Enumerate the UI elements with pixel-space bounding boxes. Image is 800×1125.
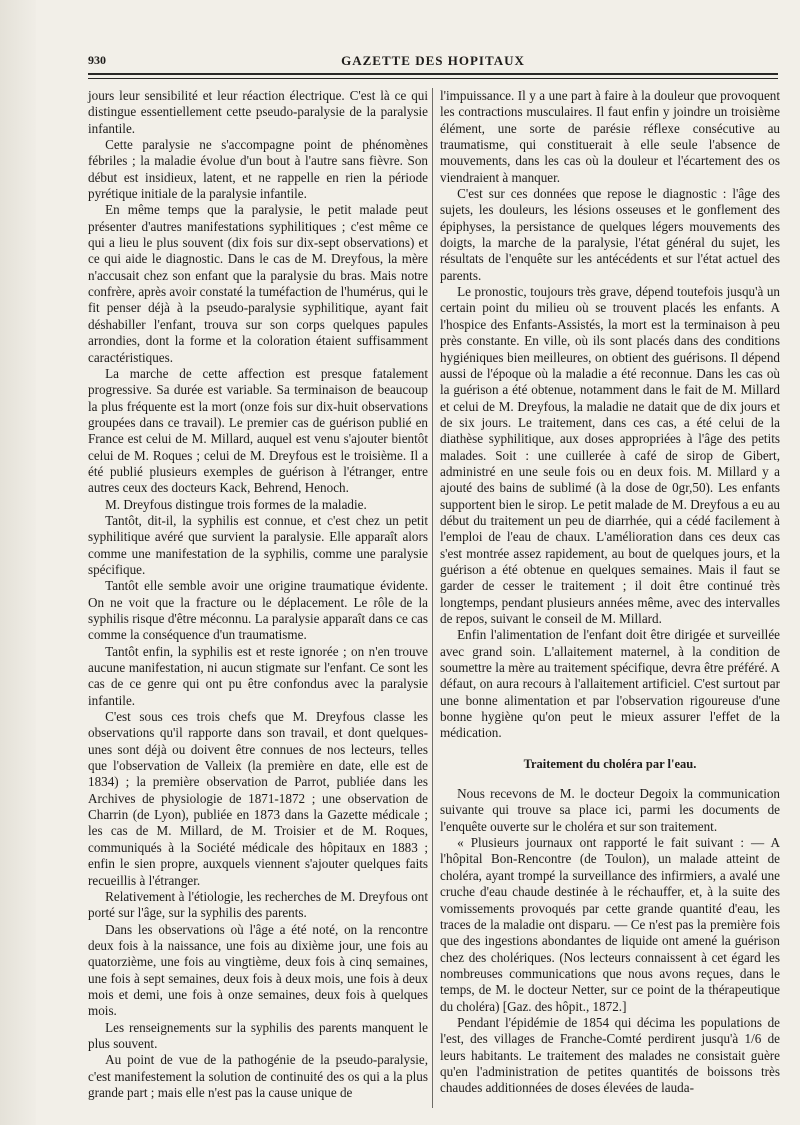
paragraph: Au point de vue de la pathogénie de la pseudo-paralysie, c'est manifestement la solution de continuité des os qui a la plus grande part ; mais elle n'est pas la cause unique de [88,1052,428,1100]
page-number: 930 [88,53,106,67]
paragraph: C'est sous ces trois chefs que M. Dreyfous classe les observations qu'il rapporte dans son travail, et dont quelques-unes sont déjà ou doivent être connues de nos lecteurs, telles que l'observation de Valleix (la première en date, elle est de 1834) ; la première observation de Parrot, publiée dans les Archives de physiologie de 1871-1872 ; une observation de Charrin (de Lyon), publiée en 1873 dans la Gazette médicale ; les cas de M. Millard, de M. Troisier et de M. Roques, communiqués à la Société médicale des hôpitaux en 1883 ; enfin le sien propre, auxquels viennent s'ajouter quelques faits recueillis à l'étranger. [88,709,428,888]
page-header [88,50,778,72]
paragraph: La marche de cette affection est presque fatalement progressive. Sa durée est variable. Sa terminaison de beaucoup la plus fréquente est la mort (onze fois sur dix-huit observations groupées dans ce travail). Le premier cas de guérison publié en France est celui de M. Millard, auquel est venu s'ajouter bientôt celui de M. Roques ; celui de M. Dreyfous est le troisième. Il a été publié plusieurs exemples de guérison à l'étranger, entre autres ceux des docteurs Kack, Behrend, Henoch. [88,365,428,496]
paragraph: Tantôt enfin, la syphilis est et reste ignorée ; on n'en trouve aucune manifestation, ni aucun stigmate sur l'enfant. Ce sont les cas de ce genre qui ont pu être confondus avec la paralysie infantile. [88,643,428,708]
right-column-body-bottom [440,786,780,1097]
paragraph: Dans les observations où l'âge a été noté, on la rencontre deux fois à la naissance, une fois au dixième jour, une fois au quatorzième, une fois au vingtième, deux fois à cinq semaines, une fois à sept semaines, deux fois à deux mois, une fois à deux mois et demi, une fois à onze semaines, deux fois à quelques mois. [88,921,428,1019]
paragraph: Tantôt elle semble avoir une origine traumatique évidente. On ne voit que la fracture ou le déplacement. Le rôle de la syphilis risque d'être méconnu. La paralysie apparaît dans ce cas comme la conséquence d'un traumatisme. [88,578,428,643]
paragraph: Nous recevons de M. le docteur Degoix la communication suivante qui trouve sa place ici, parmi les documents de l'enquête ouverte sur le choléra et sur son traitement. [440,786,780,834]
left-column-body [88,88,428,1101]
paragraph: Tantôt, dit-il, la syphilis est connue, et c'est chez un petit syphilitique avéré que survient la paralysie. Elle apparaît alors comme une manifestation de la syphilis, comme une paralysie spécifique. [88,512,428,577]
header-rule-thick [88,73,778,75]
page-margin [0,0,36,1125]
paragraph: C'est sur ces données que repose le diagnostic : l'âge des sujets, les douleurs, les lésions osseuses et le gonflement des épiphyses, la persistance de quelques légers mouvements des doigts, la marche de la paralysie, l'état général du sujet, les résultats de l'enquête sur les antécédents et sur l'état actuel des parents. [440,186,780,283]
paragraph: l'impuissance. Il y a une part à faire à la douleur que provoquent les contractions musculaires. Il faut enfin y joindre un troisième élément, une sorte de parésie réflexe consécutive au traumatisme, qui constituerait à elle seule l'absence de mouvements, dans les cas où la douleur et l'écartement des os viendraient à manquer. [440,88,780,185]
left-column [88,88,428,1101]
paragraph: jours leur sensibilité et leur réaction électrique. C'est là ce qui distingue essentiellement cette pseudo-paralysie de la paralysie infantile. [88,88,428,136]
paragraph: En même temps que la paralysie, le petit malade peut présenter d'autres manifestations syphilitiques ; c'est même ce qui a lieu le plus souvent (dix fois sur dix-sept observations) et ce qui aide le diagnostic. Dans le cas de M. Dreyfous, la mère n'accusait chez son enfant que la paralysie du bras. Mais notre confrère, après avoir constaté la tuméfaction de l'humérus, qui le fit penser déjà à la pseudo-paralysie syphilitique, ayant fait déshabiller l'enfant, trouva sur son corps quelques papules arrondies, dont la forme et la coloration étaient suffisamment caractéristiques. [88,202,428,365]
paragraph: « Plusieurs journaux ont rapporté le fait suivant : — A l'hôpital Bon-Rencontre (de Toulon), un malade atteint de choléra, ayant trompé la surveillance des infirmiers, a avalé une cruche d'eau chaude destinée à le réchauffer, et, à la suite des vomissements provoqués par cette grande quantité d'eau, les traces de la maladie ont disparu. — Ce n'est pas la première fois que des ingestions abondantes de liquide ont amené la guérison chez des cholériques. (Nos lecteurs connaissent à cet égard les nombreuses communications que nous avons reçues, dans le temps, de M. le docteur Netter, sur ce point de la thérapeutique du choléra) [Gaz. des hôpit., 1872.] [440,835,780,1014]
paragraph: Le pronostic, toujours très grave, dépend toutefois jusqu'à un certain point du milieu où se trouvent placés les enfants. A l'hospice des Enfants-Assistés, la mort est la terminaison à peu près constante. En ville, où ils sont placés dans des conditions hygiéniques bien meilleures, on obtient des guérisons. Il dépend aussi de l'époque où la maladie a été reconnue. Dans les cas où la guérison a été obtenue, notamment dans le fait de M. Millard et celui de M. Dreyfous, la maladie ne datait que de dix jours et de six jours. Le traitement, dans ces cas, a été celui de la diathèse syphilitique, aux doses appropriées à l'âge des petits malades. Soit : une cuillerée à café de sirop de Gibert, administré en une seule fois ou en deux fois. M. Millard y a ajouté des bains de sublimé (à la dose de 0gr,50). Les enfants supportent bien le sirop. Le petit malade de M. Dreyfous a eu au début du traitement un peu de diarrhée, qui a cédé facilement à l'emploi de l'eau de chaux. L'amélioration dans ces deux cas s'est montrée assez rapidement, au bout de quelques jours, et la guérison a été obtenue en quelques semaines. Mais il faut se garder de cesser le traitement ; il doit être continué très longtemps, pendant plusieurs années même, avec des intervalles de repos, suivant le conseil de M. Millard. [440,284,780,626]
paragraph: Relativement à l'étiologie, les recherches de M. Dreyfous ont porté sur l'âge, sur la syphilis des parents. [88,888,428,921]
header-rule-thin [88,78,778,79]
paragraph: Les renseignements sur la syphilis des parents manquent le plus souvent. [88,1019,428,1051]
right-column-body-top [440,88,780,742]
section-heading: Traitement du choléra par l'eau. [523,756,697,771]
paragraph: Pendant l'épidémie de 1854 qui décima les populations de l'est, des villages de Franche-Comté perdirent jusqu'à 1/6 de leurs habitants. Le traitement des malades ne consistait guère qu'en l'administration de petites quantités de boissons très chaudes additionnées de doses élevées de lauda- [440,1014,780,1096]
column-divider [432,88,433,1108]
running-title: GAZETTE DES HOPITAUX [341,53,525,68]
paragraph: M. Dreyfous distingue trois formes de la maladie. [105,496,367,512]
paragraph: Cette paralysie ne s'accompagne point de phénomènes fébriles ; la maladie évolue d'un bout à l'autre sans fièvre. Son début est insidieux, latent, et ne rappelle en rien la période pyrétique initiale de la paralysie infantile. [88,137,428,202]
paragraph: Enfin l'alimentation de l'enfant doit être dirigée et surveillée avec grand soin. L'allaitement maternel, à la condition de soumettre la mère au traitement spécifique, devra être préféré. A défaut, on aura recours à l'allaitement artificiel. C'est surtout par une bonne alimentation et par l'observation rigoureuse d'une bonne hygiène qu'on peut le mieux assurer l'effet de la médication. [440,627,780,741]
right-column [440,88,780,1097]
